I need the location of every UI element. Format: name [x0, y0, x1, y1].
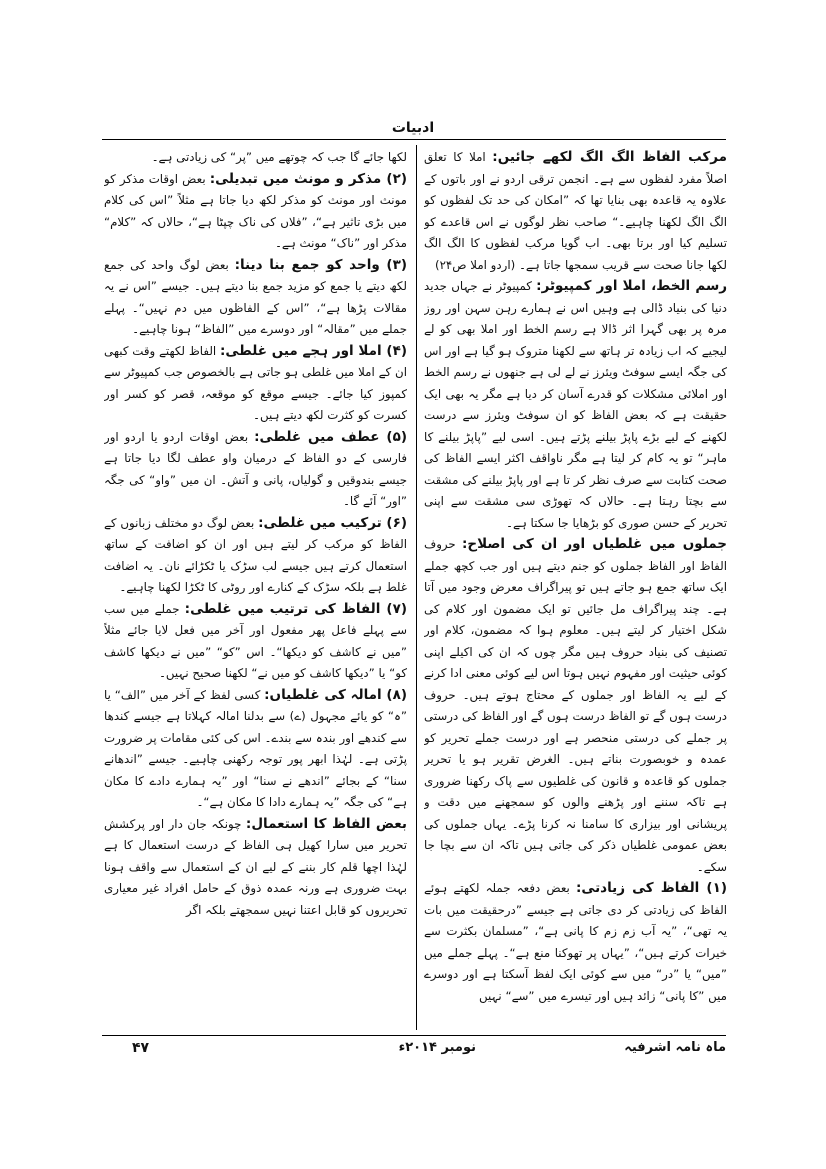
paragraph-heading: (۴) املا اور ہجے میں غلطی: — [220, 342, 407, 359]
paragraph-heading: رسم الخط، املا اور کمپیوٹر: — [536, 278, 727, 294]
paragraph-text: بعض لوگ دو مختلف زبانوں کے الفاظ کو مرکب کر لیتے ہیں اور ان کو اضافت کے ساتھ استعمال کرتے ہیں جیسے لب سڑک یا ٹکڑائے نان۔ یہ اضافت غلط ہے بلکہ سڑک کے کنارے اور روٹی کا ٹکڑا لکھنا چاہیے۔ — [104, 515, 407, 594]
paragraph-heading: (۶) ترکیب میں غلطی: — [258, 514, 407, 531]
paragraph-heading: (۷) الفاظ کی ترتیب میں غلطی: — [184, 600, 407, 617]
paragraph — [424, 147, 727, 276]
paragraph — [424, 276, 727, 534]
paragraph-heading: (۸) امالہ کی غلطیاں: — [264, 686, 407, 703]
column-divider — [416, 145, 417, 1030]
page-number: ۴۷ — [132, 1040, 150, 1056]
paragraph-heading: (۵) عطف میں غلطی: — [254, 428, 407, 445]
paragraph-text: الفاظ لکھتے وقت کبھی ان کے املا میں غلطی ہو جاتی ہے بالخصوص جب کمپیوٹر سے کمپوز کیا جائے۔ جیسے موقع کو موقعہ، قصر کو کسر اور کسرت کو کثرت لکھ دیتے ہیں۔ — [104, 343, 407, 422]
right-column — [424, 147, 727, 1032]
paragraph-text: لکھا جائے گا جب کہ چوتھے میں ”پر“ کی زیادتی ہے۔ — [151, 150, 407, 164]
paragraph-text: املا کا تعلق اصلاً مفرد لفظوں سے ہے۔ انجمن ترقی اردو نے اور باتوں کے علاوہ یہ قاعدہ بھی بنایا تھا کہ ”امکان کی حد تک لفظوں کو الگ الگ لکھنا چاہیے۔“ صاحب نظر لوگوں نے اس قاعدے کو تسلیم کیا اور برتا بھی۔ اب گویا مرکب لفظوں کا الگ الگ لکھا جانا صحت سے قریب سمجھا جاتا ہے۔ (اردو املا ص۲۴) — [424, 150, 727, 272]
magazine-name: ماہ نامہ اشرفیہ — [624, 1040, 726, 1055]
paragraph — [104, 685, 407, 814]
header-rule — [102, 139, 726, 140]
paragraph — [424, 534, 727, 878]
paragraph — [104, 147, 407, 169]
paragraph — [104, 814, 407, 922]
paragraph-heading: جملوں میں غلطیاں اور ان کی اصلاح: — [462, 536, 727, 552]
paragraph-text: بعض اوقات مذکر کو مونث اور مونث کو مذکر لکھ دیا جاتا ہے مثلاً ”اس کی کلام میں بڑی تاثیر ہے“، ”فلاں کی ناک چپٹا ہے“، حالاں کہ ”کلام“ مذکر اور ”ناک“ مونث ہے۔ — [104, 171, 407, 250]
paragraph-heading: (۱) الفاظ کی زیادتی: — [576, 880, 727, 896]
paragraph-text: کسی لفظ کے آخر میں ”الف“ یا ”ہ“ کو یائے مجہول (ے) سے بدلنا امالہ کہلاتا ہے جیسے کندھا سے کندھے اور بندہ سے بندے۔ اس کی کئی مقامات پر ضرورت پڑتی ہے۔ لہٰذا ابھر پور توجہ رکھنی چاہیے۔ جیسے ”اندھانے سنا“ کے بجائے ”اندھے نے سنا“ اور ”یہ ہمارے دادے کا مکان ہے“ کی جگہ ”یہ ہمارے دادا کا مکان ہے“۔ — [104, 687, 407, 809]
paragraph — [104, 341, 407, 427]
paragraph-heading: (۲) مذکر و مونث میں تبدیلی: — [209, 170, 407, 187]
paragraph-text: بعض دفعہ جملہ لکھتے ہوئے الفاظ کی زیادتی کر دی جاتی ہے جیسے ”درحقیقت میں بات یہ تھی“، ”یہ آب زم زم کا پانی ہے“، ”مسلمان بکثرت سے خیرات کرتے ہیں“، ”یہاں پر تھوکنا منع ہے“۔ پہلے جملے میں ”میں“ یا ”در“ میں سے کوئی ایک لفظ آسکتا ہے اور دوسرے میں ”کا پانی“ زائد ہیں اور تیسرے میں ”سے“ نہیں — [424, 881, 727, 1003]
paragraph-heading: (۳) واحد کو جمع بنا دینا: — [234, 256, 407, 273]
paragraph-heading: بعض الفاظ کا استعمال: — [245, 815, 407, 832]
section-title: ادبیات — [391, 120, 435, 136]
paragraph — [104, 255, 407, 341]
paragraph-text: چونکہ جان دار اور پرکشش تحریر میں سارا کھیل ہی الفاظ کے درست استعمال کا ہے لہٰذا اچھا قلم کار بننے کے لیے ان کے استعمال سے واقف ہونا بہت ضروری ہے ورنہ عمدہ ذوق کے حامل افراد غیر معیاری تحریروں کو قابل اعتنا نہیں سمجھتے بلکہ اگر — [104, 816, 407, 917]
paragraph — [104, 513, 407, 599]
paragraph — [104, 169, 407, 255]
paragraph — [424, 878, 727, 1007]
footer-rule — [102, 1035, 726, 1036]
paragraph-heading: مرکب الفاظ الگ الگ لکھے جائیں: — [492, 149, 727, 165]
paragraph-text: بعض اوقات اردو یا اردو اور فارسی کے دو الفاظ کے درمیان واو عطف لگا دیا جاتا ہے جیسے بندوقیں و گولیاں، پانی و آتش۔ ان میں ”واو“ کی جگہ ”اور“ آئے گا۔ — [104, 429, 407, 508]
page-footer — [102, 1040, 726, 1064]
paragraph-text: کمپیوٹر نے جہاں جدید دنیا کی بنیاد ڈالی ہے وہیں اس نے ہمارے رہن سہن اور روز مرہ پر بھی گہرا اثر ڈالا ہے رسم الخط اور املا بھی کو لے لیجیے کہ اب زیادہ تر ہاتھ سے لکھنا متروک ہو گیا ہے اور اس کی جگہ ایسے سوفٹ ویئرز نے لے لی ہے جنھوں نے رسم الخط اور املائی مشکلات کو قدرے آسان کر دیا ہے مگر یہ بھی ایک حقیقت ہے کہ بعض الفاظ کو ان سوفٹ ویئرز سے درست لکھنے کے لیے بڑے پاپڑ بیلنے پڑتے ہیں۔ اسی لیے ”پاپڑ بیلنے کا ماہر“ تو یہ کام کر لیتا ہے مگر ناواقف اکثر ایسے الفاظ کی صحت کتابت سے صرف نظر کر تا ہے اور پاپڑ بیلنے کی مشقت سے بچتا رہتا ہے۔ حالاں کہ تھوڑی سی مشقت سے اپنی تحریر کے حسن صوری کو بڑھایا جا سکتا ہے۔ — [424, 279, 727, 530]
paragraph-text: بعض لوگ واحد کی جمع لکھ دیتے یا جمع کو مزید جمع بنا دیتے ہیں۔ جیسے ”اس نے یہ مقالات پڑھا ہے“، ”اس کے الفاظوں میں دم نہیں“۔ پہلے جملے میں ”مقالہ“ اور دوسرے میں ”الفاظ“ ہونا چاہیے۔ — [104, 257, 407, 336]
left-column — [104, 147, 407, 1032]
paragraph — [104, 427, 407, 513]
paragraph-text: حروف الفاظ اور الفاظ جملوں کو جنم دیتے ہیں اور جب کچھ جملے ایک ساتھ جمع ہو جاتے ہیں تو پیراگراف معرض وجود میں آتا ہے۔ چند پیراگراف مل جائیں تو ایک مضمون اور کلام کی شکل اختیار کر لیتے ہیں۔ معلوم ہوا کہ مضمون، کلام اور تصنیف کی بنیاد حروف ہیں مگر چوں کہ ان کی اکیلے اپنی کوئی حیثیت اور مفہوم نہیں ہوتا اس لیے کوئی معنی ادا کرنے کے لیے یہ الفاظ اور جملوں کے محتاج ہوتے ہیں۔ حروف درست ہوں گے تو الفاظ درست ہوں گے اور الفاظ کی درستی پر جملے کی درستی منحصر ہے اور درست جملے تحریر کو عمدہ و خوبصورت بناتے ہیں۔ الغرض تقریر ہو یا تحریر جملوں کو قاعدہ و قانون کی غلطیوں سے پاک رکھنا ضروری ہے تاکہ سننے اور پڑھنے والوں کو سمجھنے میں دقت و پریشانی اور بیزاری کا سامنا نہ کرنا پڑے۔ یہاں جملوں کی بعض عمومی غلطیاں ذکر کی جاتی ہیں تاکہ ان سے بچا جا سکے۔ — [424, 537, 727, 874]
paragraph — [104, 599, 407, 685]
paragraph-text: جملے میں سب سے پہلے فاعل پھر مفعول اور آخر میں فعل لایا جائے مثلاً ”میں نے کاشف کو دیکھا“۔ اس ”کو“ ”میں نے دیکھا کاشف کو“ یا ”دیکھا کاشف کو میں نے“ لکھنا صحیح نہیں۔ — [104, 601, 407, 680]
issue-date: نومبر ۲۰۱۴ء — [398, 1040, 476, 1055]
